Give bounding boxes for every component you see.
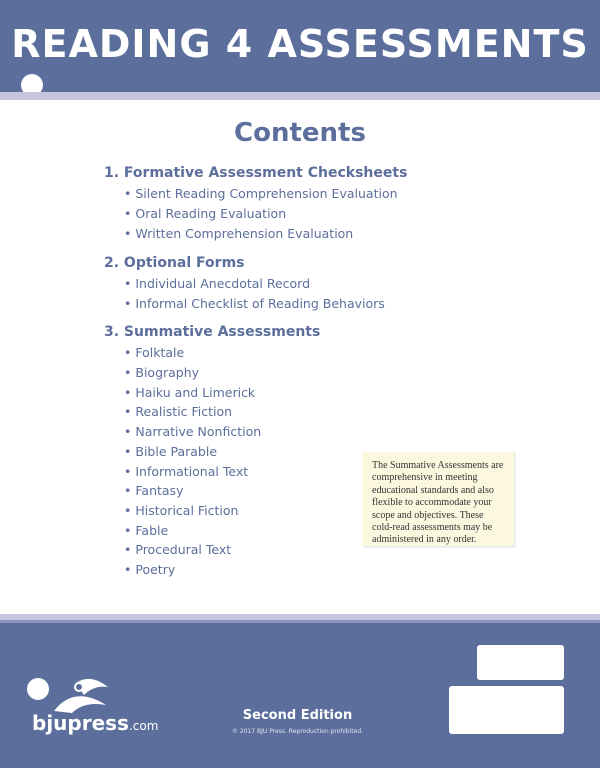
footer-stripe-dark xyxy=(0,620,600,623)
list-item: • Individual Anecdotal Record xyxy=(124,276,311,291)
edition-label: Second Edition xyxy=(242,708,353,723)
list-item: • Silent Reading Comprehension Evaluation xyxy=(124,186,398,201)
list-item: • Bible Parable xyxy=(124,444,218,459)
footer-band xyxy=(0,625,600,768)
list-item: • Historical Fiction xyxy=(124,503,239,518)
list-item: • Biography xyxy=(124,365,200,380)
list-item: • Informational Text xyxy=(124,464,249,479)
list-item: • Folktale xyxy=(124,345,185,360)
list-item: • Narrative Nonfiction xyxy=(124,424,262,439)
list-item: • Haiku and Limerick xyxy=(124,385,256,400)
bju-press-logo-icon xyxy=(24,675,124,715)
header-band xyxy=(0,0,600,96)
section-heading-summative: 3. Summative Assessments xyxy=(104,324,321,340)
section-heading-formative: 1. Formative Assessment Checksheets xyxy=(104,165,408,181)
copyright-text: © 2017 BJU Press. Reproduction prohibited. xyxy=(231,728,364,735)
bju-press-logo: bjupress.com xyxy=(32,711,159,735)
contents-title: Contents xyxy=(234,118,366,148)
list-item: • Poetry xyxy=(124,562,176,577)
list-item: • Fantasy xyxy=(124,483,184,498)
list-item: • Realistic Fiction xyxy=(124,404,233,419)
section-heading-optional: 2. Optional Forms xyxy=(104,255,245,271)
list-item: • Informal Checklist of Reading Behaviors xyxy=(124,296,385,311)
header-stripe xyxy=(0,92,600,100)
label-box-bottom xyxy=(449,686,564,734)
list-item: • Fable xyxy=(124,523,169,538)
list-item: • Procedural Text xyxy=(124,542,232,557)
label-box-top xyxy=(477,645,564,680)
sticky-note: The Summative Assessments are comprehensive in meeting educational standards and also flexible to accommodate your scope and objectives. These cold-read assessments may be administered in any order. xyxy=(362,452,514,546)
contents-page xyxy=(0,100,600,615)
list-item: • Oral Reading Evaluation xyxy=(124,206,287,221)
list-item: • Written Comprehension Evaluation xyxy=(124,226,354,241)
cover-title: READING 4 ASSESSMENTS xyxy=(11,22,589,66)
